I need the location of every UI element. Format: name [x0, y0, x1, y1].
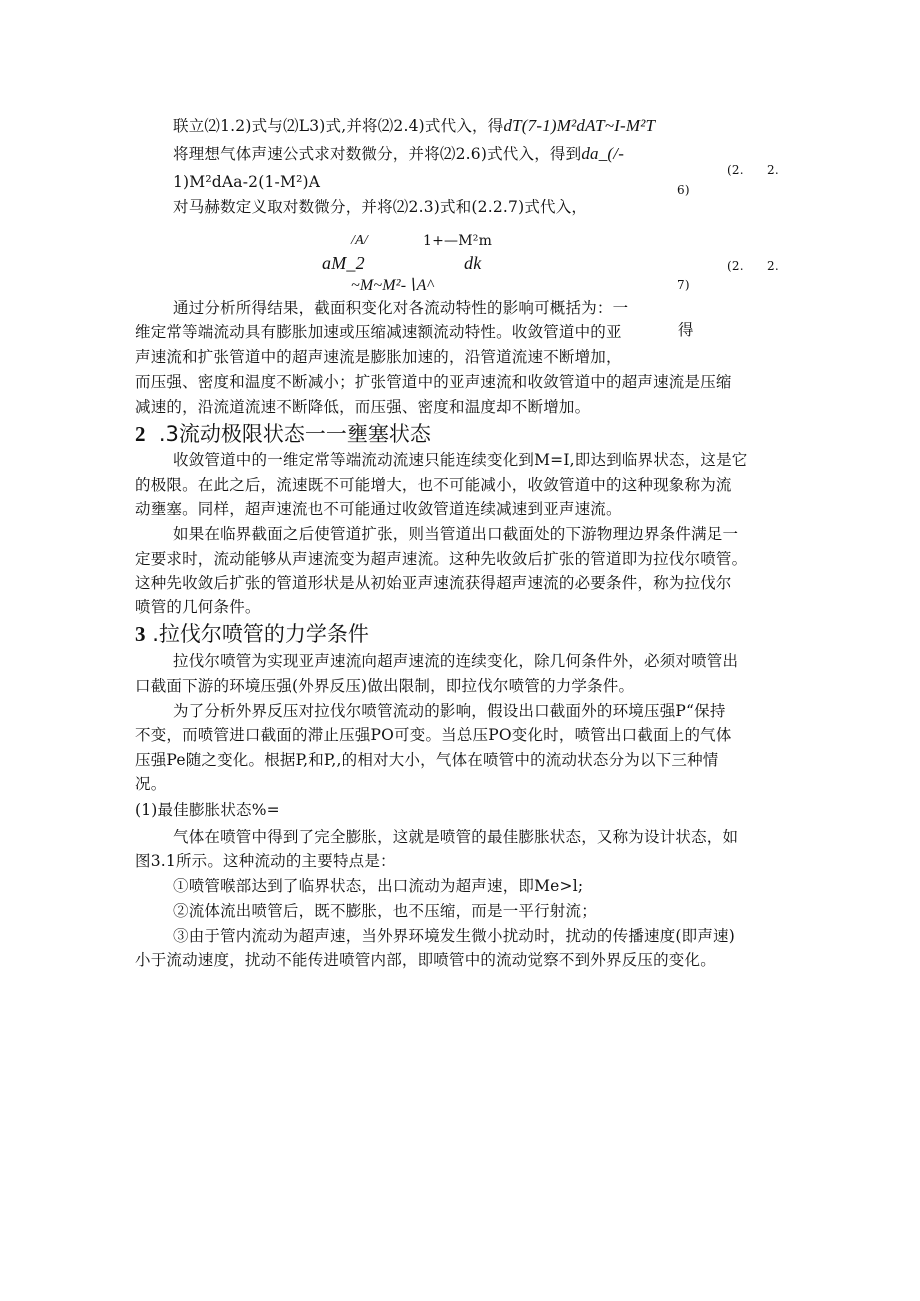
formula-bottom: ~M~M²-∖A^ — [351, 277, 434, 294]
section-title: .3流动极限状态一一壅塞状态 — [158, 422, 431, 446]
derivation-line-2 — [173, 143, 624, 165]
formula-dT: dT(7-1)M²dAT~I-M²T — [503, 116, 656, 135]
list-item: ②流体流出喷管后，既不膨胀，也不压缩，而是一平行射流； — [173, 902, 597, 920]
paragraph-line: 这种先收敛后扩张的管道形状是从初始亚声速流获得超声速流的必要条件，称为拉伐尔 — [135, 574, 732, 592]
paragraph-line: 如果在临界截面之后使管道扩张，则当管道出口截面处的下游物理边界条件满足一 — [173, 525, 739, 543]
paragraph-line: 定要求时，流动能够从声速流变为超声速流。这种先收敛后扩张的管道即为拉伐尔喷管。 — [135, 550, 748, 568]
equation-label-2-2-6-c: 6) — [677, 183, 690, 197]
formula-top-b: 1+—M²m — [423, 233, 493, 249]
section-number: 3 — [135, 622, 146, 646]
equation-label-2-2-7-a: (2. — [727, 259, 744, 273]
list-item: ③由于管内流动为超声速，当外界环境发生微小扰动时，扰动的传播速度(即声速) — [173, 927, 735, 945]
section-number: 2 — [135, 422, 146, 446]
paragraph-line: 况。 — [135, 775, 167, 793]
formula-da-start: da_(/- — [581, 144, 625, 163]
paragraph-line: 收敛管道中的一维定常等端流动流速只能连续变化到M=I,即达到临界状态，这是它 — [173, 451, 748, 469]
summary-line-3: 声速流和扩张管道中的超声速流是膨胀加速的，沿管道流速不断增加， — [135, 348, 622, 366]
summary-line-2: 维定常等端流动具有膨胀加速或压缩减速额流动特性。收敛管道中的亚 — [135, 323, 622, 341]
summary-line-5: 减速的，沿流道流速不断降低，而压强、密度和温度却不断增加。 — [135, 398, 591, 416]
summary-line-4: 而压强、密度和温度不断减小；扩张管道中的亚声速流和收敛管道中的超声速流是压缩 — [135, 373, 732, 391]
equation-label-2-2-7-c: 7) — [677, 278, 690, 292]
paragraph-line: 不变，而喷管进口截面的滞止压强PO可变。当总压PO变化时，喷管出口截面上的气体 — [135, 726, 732, 744]
section-title: .拉伐尔喷管的力学条件 — [152, 622, 369, 646]
paragraph-line: 气体在喷管中得到了完全膨胀，这就是喷管的最佳膨胀状态，又称为设计状态，如 — [173, 828, 739, 846]
paragraph-line: 喷管的几何条件。 — [135, 598, 261, 616]
formula-top-a: /A/ — [351, 233, 368, 248]
equation-label-2-2-6-a: (2. — [727, 163, 744, 177]
paragraph-line: 口截面下游的环境压强(外界反压)做出限制，即拉伐尔喷管的力学条件。 — [135, 677, 635, 695]
paragraph-line: 压强Pe随之变化。根据P,和P,,的相对大小，气体在喷管中的流动状态分为以下三种情 — [135, 751, 719, 769]
summary-line-1: 通过分析所得结果，截面积变化对各流动特性的影响可概括为：一 — [173, 299, 629, 317]
paragraph-line: 图3.1所示。这种流动的主要特点是： — [135, 852, 396, 870]
paragraph-line: 为了分析外界反压对拉伐尔喷管流动的影响，假设出口截面外的环境压强P“保持 — [173, 702, 726, 720]
subsection-heading: (1)最佳膨胀状态%= — [135, 801, 280, 819]
formula-mid-b: dk — [464, 253, 482, 273]
formula-da-end: 1)M²dAa-2(1-M²)A — [173, 173, 321, 191]
paragraph-line: 动壅塞。同样，超声速流也不可能通过收敛管道连续减速到亚声速流。 — [135, 500, 622, 518]
derivation-line-1-text: 联立⑵1.2)式与⑵L3)式,并将⑵2.4)式代入，得 — [173, 117, 504, 135]
list-item: ①喷管喉部达到了临界状态，出口流动为超声速，即Me>l; — [173, 877, 584, 895]
section-heading-3 — [135, 620, 369, 648]
derivation-line-1 — [173, 115, 655, 137]
formula-mid-a: aM_2 — [322, 253, 365, 273]
paragraph-line: 拉伐尔喷管为实现亚声速流向超声速流的连续变化，除几何条件外，必须对喷管出 — [173, 652, 739, 670]
section-heading-2-3 — [135, 420, 431, 448]
derivation-line-2-text: 将理想气体声速公式求对数微分，并将⑵2.6)式代入，得到 — [173, 145, 582, 163]
list-item-continuation: 小于流动速度，扰动不能传进喷管内部，即喷管中的流动觉察不到外界反压的变化。 — [135, 951, 716, 969]
equation-label-2-2-7-b: 2. — [767, 259, 779, 273]
derivation-line-4: 对马赫数定义取对数微分，并将⑵2.3)式和(2.2.7)式代入， — [173, 198, 588, 216]
paragraph-line: 的极限。在此之后，流速既不可能增大，也不可能减小，收敛管道中的这种现象称为流 — [135, 476, 732, 494]
equation-label-2-2-6-b: 2. — [767, 163, 779, 177]
stray-character: 得 — [678, 321, 694, 339]
